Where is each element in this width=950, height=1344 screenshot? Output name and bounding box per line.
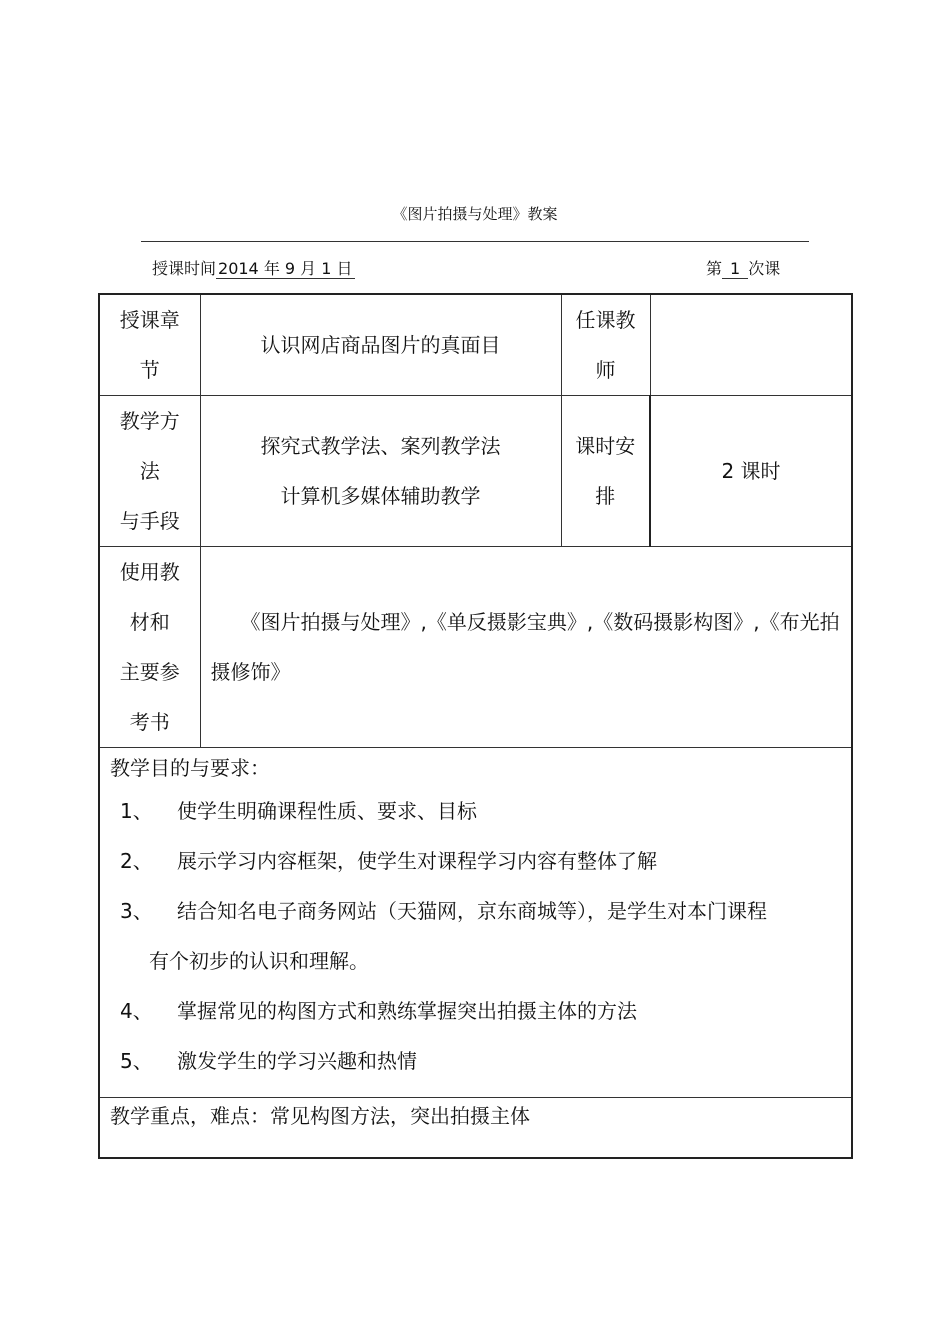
hours-label: 课时安 排: [561, 396, 650, 547]
key-points: 教学重点，难点：常见构图方法，突出拍摄主体: [99, 1098, 852, 1158]
goal-item: 5、 激发学生的学习兴趣和热情: [120, 1049, 417, 1073]
hours-value: 2 课时: [650, 396, 852, 547]
document-title: 《图片拍摄与处理》教案: [392, 205, 558, 223]
method-line-1: 探究式教学法、案列教学法: [260, 434, 501, 458]
goal-item: 4、 掌握常见的构图方式和熟练掌握突出拍摄主体的方法: [120, 999, 637, 1023]
lesson-plan-table: [98, 293, 853, 1159]
method-value: [200, 396, 561, 547]
goals-cell: [99, 748, 852, 1098]
books-label: 使用教 材和 主要参 考书: [99, 547, 200, 748]
session-number: 1: [722, 259, 748, 279]
goal-item: 2、 展示学习内容框架，使学生对课程学习内容有整体了解: [120, 849, 657, 873]
chapter-label: 授课章 节: [99, 294, 200, 396]
row-keys: [99, 1098, 852, 1158]
method-line-2: 计算机多媒体辅助教学: [280, 484, 481, 508]
date-label: 授课时间: [152, 259, 217, 278]
goals-title: 教学目的与要求：: [110, 756, 270, 780]
date-value: 2014 年 9 月 1 日: [218, 259, 353, 278]
row-books: [99, 547, 852, 748]
teacher-value: [650, 294, 852, 396]
row-method: [99, 396, 852, 547]
goal-item: 1、 使学生明确课程性质、要求、目标: [120, 799, 477, 823]
row-goals: [99, 748, 852, 1098]
chapter-value: 认识网店商品图片的真面目: [200, 294, 561, 396]
goal-item: 3、 结合知名电子商务网站（天猫网，京东商城等），是学生对本门课程 有个初步的认识和理解。: [120, 899, 767, 973]
session-count: [706, 256, 780, 279]
method-label: 教学方 法 与手段: [99, 396, 200, 547]
lesson-date: [152, 256, 355, 279]
books-value: 《图片拍摄与处理》,《单反摄影宝典》,《数码摄影构图》,《布光拍摄修饰》: [200, 547, 852, 748]
header-rule: [141, 241, 809, 242]
teacher-label: 任课教 师: [561, 294, 650, 396]
session-prefix: 第: [706, 259, 723, 278]
row-chapter: [99, 294, 852, 396]
session-suffix: 次课: [748, 259, 781, 278]
